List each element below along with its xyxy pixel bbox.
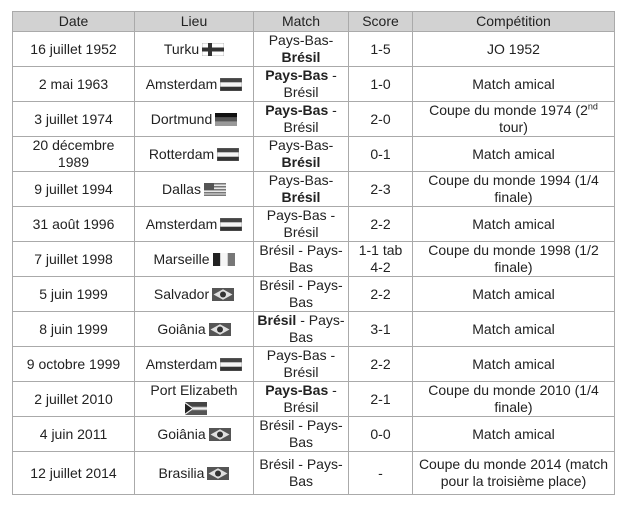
table-row [13, 137, 615, 172]
cell-date: 2 juillet 2010 [13, 382, 135, 417]
cell-score: 1-5 [349, 32, 413, 67]
competition-sup: nd [587, 101, 598, 112]
cell-lieu [135, 347, 254, 382]
match-separator: - [294, 242, 307, 258]
match-team-2: Brésil [281, 49, 321, 65]
competition-text: Coupe du monde 1998 (1/2 finale) [428, 242, 599, 275]
cell-lieu [135, 207, 254, 242]
lieu-name: Brasilia [158, 464, 205, 481]
cell-competition [413, 207, 615, 242]
table-row [13, 417, 615, 452]
cell-date: 9 juillet 1994 [13, 172, 135, 207]
competition-text: Match amical [472, 145, 555, 162]
finland-flag-icon [202, 43, 224, 56]
cell-date: 5 juin 1999 [13, 277, 135, 312]
match-team-2: Pays-Bas [288, 456, 343, 489]
match-team-2: Pays-Bas [288, 312, 345, 345]
cell-score: 2-0 [349, 102, 413, 137]
cell-competition [413, 172, 615, 207]
cell-competition [413, 382, 615, 417]
header-row [13, 12, 615, 32]
cell-score: 2-1 [349, 382, 413, 417]
netherlands-flag-icon [220, 218, 242, 231]
cell-date: 20 décembre 1989 [13, 137, 135, 172]
cell-competition [413, 102, 615, 137]
competition-text: Match amical [472, 425, 555, 442]
match-team-1: Pays-Bas [268, 137, 329, 153]
table-row [13, 102, 615, 137]
cell-competition [413, 452, 615, 495]
lieu-name: Goiânia [157, 320, 206, 337]
header-competition: Compétition [413, 12, 615, 32]
brazil-flag-icon [207, 467, 229, 480]
table-row [13, 32, 615, 67]
cell-lieu [135, 137, 254, 172]
cell-date: 7 juillet 1998 [13, 242, 135, 277]
cell-lieu [135, 67, 254, 102]
germany-flag-icon [215, 113, 237, 126]
header-score: Score [349, 12, 413, 32]
cell-date: 12 juillet 2014 [13, 452, 135, 495]
cell-score: 1-1 tab 4-2 [349, 242, 413, 277]
lieu-name: Amsterdam [145, 355, 218, 372]
netherlands-flag-icon [220, 78, 242, 91]
match-team-1: Pays-Bas [265, 102, 329, 118]
match-separator: - [326, 207, 336, 223]
match-team-2: Brésil [281, 154, 321, 170]
cell-match [254, 102, 349, 137]
match-separator: - [326, 347, 336, 363]
match-team-1: Pays-Bas [266, 347, 327, 363]
cell-score: 2-2 [349, 347, 413, 382]
usa-flag-icon [204, 183, 226, 196]
competition-text: Match amical [472, 355, 555, 372]
match-separator: - [328, 172, 334, 188]
match-team-2: Brésil [283, 119, 319, 135]
match-team-2: Pays-Bas [288, 242, 343, 275]
brazil-flag-icon [212, 288, 234, 301]
match-team-2: Brésil [281, 189, 321, 205]
south-africa-flag-icon [185, 402, 207, 415]
lieu-name: Goiânia [157, 425, 206, 442]
table-row [13, 67, 615, 102]
match-team-1: Brésil [257, 312, 297, 328]
match-team-1: Pays-Bas [266, 207, 327, 223]
table-row [13, 207, 615, 242]
lieu-name: Amsterdam [145, 215, 218, 232]
brazil-flag-icon [209, 323, 231, 336]
cell-lieu [135, 172, 254, 207]
cell-score: 2-2 [349, 207, 413, 242]
cell-competition [413, 277, 615, 312]
table-row [13, 277, 615, 312]
cell-competition [413, 242, 615, 277]
cell-competition [413, 417, 615, 452]
table-row [13, 312, 615, 347]
match-team-1: Brésil [259, 277, 295, 293]
table-row [13, 172, 615, 207]
cell-date: 2 mai 1963 [13, 67, 135, 102]
cell-match [254, 242, 349, 277]
competition-text: Coupe du monde 2014 (match pour la troisième place) [418, 456, 609, 489]
lieu-name: Dallas [162, 180, 201, 197]
cell-competition [413, 32, 615, 67]
netherlands-flag-icon [217, 148, 239, 161]
lieu-name: Rotterdam [148, 145, 215, 162]
cell-score: 0-0 [349, 417, 413, 452]
header-lieu: Lieu [135, 12, 254, 32]
match-separator: - [294, 456, 307, 472]
cell-date: 3 juillet 1974 [13, 102, 135, 137]
cell-lieu [135, 417, 254, 452]
match-team-2: Brésil [283, 399, 319, 415]
competition-text: Coupe du monde 2010 (1/4 finale) [428, 382, 599, 415]
match-team-2: Brésil [283, 364, 319, 380]
table-row [13, 382, 615, 417]
cell-score: 2-2 [349, 277, 413, 312]
cell-lieu [135, 32, 254, 67]
match-team-2: Brésil [283, 84, 319, 100]
match-separator: - [294, 277, 307, 293]
match-separator: - [328, 102, 337, 118]
cell-match [254, 382, 349, 417]
cell-lieu [135, 312, 254, 347]
lieu-name: Amsterdam [145, 75, 218, 92]
cell-lieu [135, 452, 254, 495]
match-team-2: Pays-Bas [288, 417, 343, 450]
cell-competition [413, 67, 615, 102]
lieu-name: Dortmund [150, 110, 213, 127]
competition-text: Coupe du monde 1974 (2 [429, 102, 588, 118]
competition-text: Match amical [472, 75, 555, 92]
cell-score: 0-1 [349, 137, 413, 172]
match-team-1: Pays-Bas [268, 172, 329, 188]
cell-match [254, 312, 349, 347]
cell-lieu [135, 102, 254, 137]
match-separator: - [328, 382, 337, 398]
match-separator: - [328, 67, 337, 83]
header-date: Date [13, 12, 135, 32]
competition-text: Match amical [472, 285, 555, 302]
table-row [13, 242, 615, 277]
cell-match [254, 67, 349, 102]
cell-competition [413, 137, 615, 172]
cell-match [254, 172, 349, 207]
cell-date: 8 juin 1999 [13, 312, 135, 347]
competition-tail: tour) [499, 119, 528, 135]
competition-text: JO 1952 [487, 40, 540, 57]
match-team-1: Pays-Bas [265, 67, 329, 83]
cell-match [254, 452, 349, 495]
cell-match [254, 417, 349, 452]
match-team-1: Brésil [259, 456, 295, 472]
match-separator: - [294, 417, 307, 433]
matches-table [12, 11, 615, 495]
cell-match [254, 277, 349, 312]
lieu-name: Marseille [153, 250, 210, 267]
cell-lieu [135, 242, 254, 277]
cell-lieu [135, 277, 254, 312]
competition-text: Coupe du monde 1994 (1/4 finale) [428, 172, 599, 205]
competition-text: Match amical [472, 320, 555, 337]
cell-competition [413, 347, 615, 382]
cell-score: 3-1 [349, 312, 413, 347]
cell-match [254, 32, 349, 67]
lieu-name: Turku [163, 40, 200, 57]
lieu-name: Salvador [153, 285, 210, 302]
match-team-1: Brésil [259, 242, 295, 258]
match-team-2: Brésil [283, 224, 319, 240]
cell-match [254, 207, 349, 242]
lieu-name: Port Elizabeth [150, 382, 238, 398]
match-team-1: Pays-Bas [268, 32, 329, 48]
match-team-2: Pays-Bas [288, 277, 343, 310]
cell-date: 16 juillet 1952 [13, 32, 135, 67]
brazil-flag-icon [209, 428, 231, 441]
cell-match [254, 347, 349, 382]
match-separator: - [296, 312, 309, 328]
match-separator: - [328, 137, 334, 153]
match-separator: - [328, 32, 334, 48]
table-row [13, 347, 615, 382]
cell-date: 9 octobre 1999 [13, 347, 135, 382]
cell-score: - [349, 452, 413, 495]
match-team-1: Pays-Bas [265, 382, 329, 398]
competition-text: Match amical [472, 215, 555, 232]
cell-date: 4 juin 2011 [13, 417, 135, 452]
cell-competition [413, 312, 615, 347]
cell-score: 2-3 [349, 172, 413, 207]
cell-match [254, 137, 349, 172]
header-match: Match [254, 12, 349, 32]
match-team-1: Brésil [259, 417, 295, 433]
netherlands-flag-icon [220, 358, 242, 371]
cell-score: 1-0 [349, 67, 413, 102]
table-row [13, 452, 615, 495]
cell-date: 31 août 1996 [13, 207, 135, 242]
france-flag-icon [213, 253, 235, 266]
cell-lieu [135, 382, 254, 417]
